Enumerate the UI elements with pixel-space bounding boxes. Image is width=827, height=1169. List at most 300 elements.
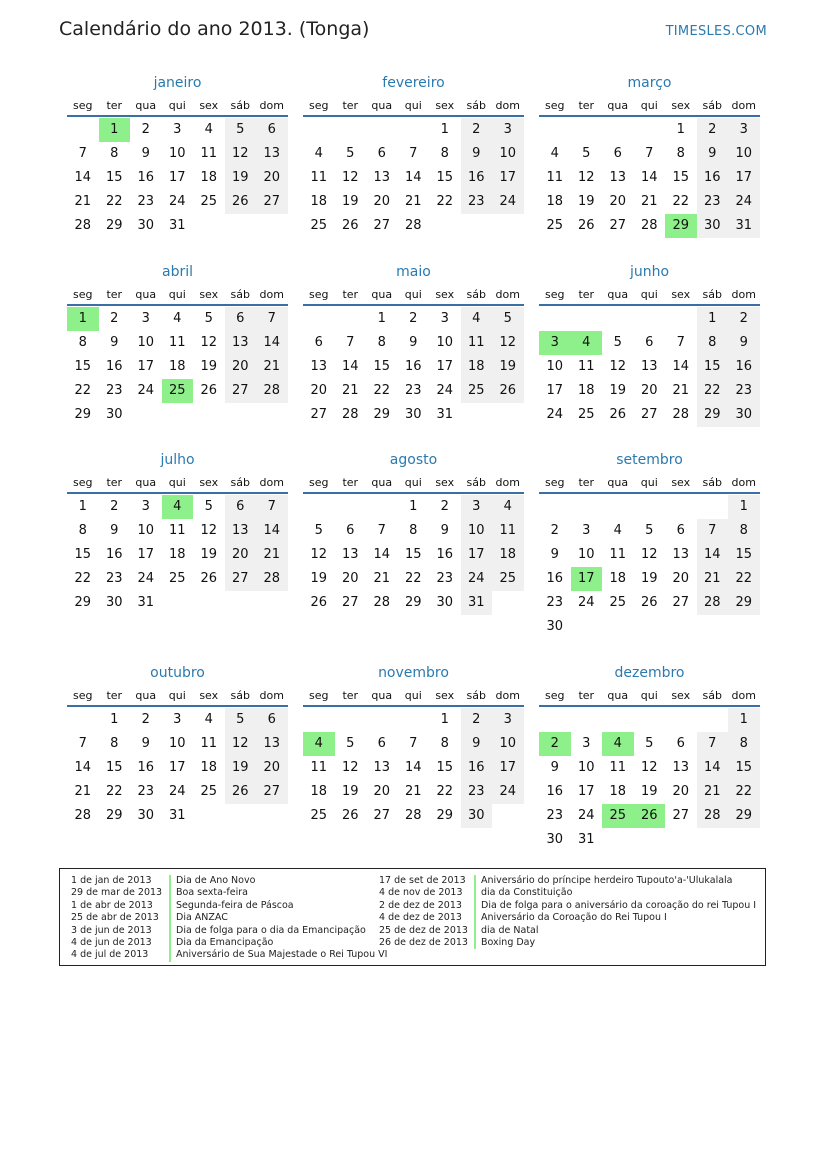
day-cell: 4 [314,146,323,161]
day-cell: 18 [310,784,328,799]
day-cell: 12 [577,170,595,185]
day-cell: 13 [373,170,391,185]
day-cell: 17 [546,383,564,398]
day-cell: 2 [461,118,493,142]
day-cell: 18 [546,194,564,209]
day-cell: 13 [256,142,288,166]
day-cell: 20 [256,166,288,190]
day-cell: 6 [256,118,288,142]
week-row [303,495,524,519]
empty-day-cell [602,495,634,519]
weekday-label: sáb [230,99,250,112]
weekday-label: seg [73,99,93,112]
day-cell: 2 [550,523,559,538]
day-cell: 28 [74,218,92,233]
day-cell: 1 [676,122,685,137]
day-cell: 4 [204,712,213,727]
weekday-label: sex [435,99,455,112]
day-cell: 23 [137,194,155,209]
holiday-name: dia da Constituição [474,887,572,899]
holiday-day-cell: 1 [99,118,131,142]
day-cell: 14 [74,170,92,185]
day-cell: 14 [697,543,729,567]
day-cell: 18 [200,170,218,185]
weekday-label: sáb [230,288,250,301]
empty-day-cell [665,307,697,331]
holiday-date: 25 de abr de 2013 [71,912,159,924]
day-cell: 5 [582,146,591,161]
day-cell: 3 [582,736,591,751]
weekday-label: qua [135,689,157,702]
week-row [539,615,760,639]
day-cell: 24 [137,571,155,586]
week-row [539,166,760,190]
day-cell: 14 [341,359,359,374]
day-cell: 6 [377,146,386,161]
day-cell: 9 [440,523,449,538]
holiday-entry [71,949,387,961]
day-cell: 17 [137,547,155,562]
day-cell: 23 [461,190,493,214]
day-cell: 1 [409,499,418,514]
week-row [303,567,524,591]
week-row [67,780,288,804]
day-cell: 9 [110,335,119,350]
empty-day-cell [303,708,335,732]
day-cell: 22 [728,567,760,591]
empty-day-cell [225,403,257,427]
weekday-label: seg [309,99,329,112]
month-name: março [627,75,672,91]
day-cell: 27 [256,780,288,804]
week-row [303,519,524,543]
holiday-name: Dia de folga para o dia da Emancipação [169,925,366,937]
day-cell: 23 [436,571,454,586]
weekday-label: sex [671,288,691,301]
day-cell: 25 [492,567,524,591]
day-cell: 2 [110,311,119,326]
month-março [539,72,760,238]
holiday-date: 4 de jun de 2013 [71,936,152,948]
day-cell: 1 [697,307,729,331]
holiday-entry [71,937,387,949]
weekday-label: qui [404,476,422,489]
day-cell: 6 [256,708,288,732]
month-abril [67,261,288,427]
day-cell: 12 [640,547,658,562]
week-row [539,331,760,355]
day-cell: 14 [404,170,422,185]
day-cell: 1 [78,499,87,514]
day-cell: 25 [461,379,493,403]
weekday-label: qui [640,288,658,301]
day-cell: 24 [492,190,524,214]
day-cell: 26 [225,190,257,214]
weekday-header [539,96,760,117]
empty-day-cell [602,307,634,331]
week-row [539,828,760,852]
weekday-header [67,285,288,306]
day-cell: 16 [728,355,760,379]
day-cell: 31 [168,808,186,823]
month-julho [67,449,288,615]
day-cell: 6 [377,736,386,751]
weekday-label: ter [342,476,359,489]
holiday-date: 4 de dez de 2013 [379,912,462,924]
day-cell: 17 [461,543,493,567]
day-cell: 20 [225,355,257,379]
day-cell: 20 [373,784,391,799]
day-cell: 2 [440,499,449,514]
day-cell: 12 [225,732,257,756]
weekday-label: dom [495,476,520,489]
day-cell: 28 [74,808,92,823]
weekday-header [67,686,288,707]
holiday-entry [71,887,387,899]
day-cell: 21 [672,383,690,398]
month-janeiro [67,72,288,238]
day-cell: 9 [409,335,418,350]
week-row [539,118,760,142]
day-cell: 27 [256,190,288,214]
day-cell: 5 [645,736,654,751]
week-row [303,732,524,756]
day-cell: 24 [436,383,454,398]
holiday-date: 1 de abr de 2013 [71,899,153,911]
empty-day-cell [697,828,729,852]
day-cell: 3 [492,118,524,142]
day-cell: 29 [373,407,391,422]
day-cell: 7 [377,523,386,538]
day-cell: 29 [105,218,123,233]
weekday-header [303,285,524,306]
weekday-label: sáb [466,689,486,702]
weekday-label: sex [435,288,455,301]
day-cell: 28 [697,804,729,828]
month-outubro [67,662,288,828]
day-cell: 12 [640,760,658,775]
day-cell: 18 [168,359,186,374]
day-cell: 7 [697,519,729,543]
month-agosto [303,449,524,615]
day-cell: 20 [640,383,658,398]
day-cell: 28 [404,808,422,823]
day-cell: 21 [640,194,658,209]
holiday-day-cell: 26 [634,804,666,828]
empty-day-cell [571,118,603,142]
day-cell: 14 [672,359,690,374]
day-cell: 4 [461,307,493,331]
day-cell: 11 [200,736,218,751]
day-cell: 30 [105,407,123,422]
day-cell: 22 [672,194,690,209]
month-name: maio [396,264,431,280]
weekday-label: ter [106,288,123,301]
empty-day-cell [67,708,99,732]
week-row [67,591,288,615]
holiday-name: Aniversário da Coroação do Rei Tupou I [474,912,667,924]
empty-day-cell [697,495,729,519]
day-cell: 24 [577,808,595,823]
day-cell: 25 [577,407,595,422]
day-cell: 18 [609,571,627,586]
weekday-label: qui [640,476,658,489]
day-cell: 14 [697,756,729,780]
day-cell: 30 [404,407,422,422]
day-cell: 4 [492,495,524,519]
day-cell: 29 [74,595,92,610]
holiday-date: 2 de dez de 2013 [379,899,462,911]
day-cell: 19 [640,784,658,799]
day-cell: 16 [137,170,155,185]
day-cell: 15 [74,547,92,562]
weekday-label: sex [671,689,691,702]
weekday-label: dom [259,99,284,112]
holiday-column-right [379,875,756,949]
day-cell: 4 [173,311,182,326]
day-cell: 5 [492,307,524,331]
day-cell: 8 [676,146,685,161]
weekday-label: dom [259,476,284,489]
day-cell: 8 [409,523,418,538]
day-cell: 8 [377,335,386,350]
day-cell: 30 [546,832,564,847]
day-cell: 8 [728,519,760,543]
day-cell: 1 [728,708,760,732]
empty-day-cell [162,403,194,427]
day-cell: 22 [436,194,454,209]
holiday-name: dia de Natal [474,925,539,937]
day-cell: 13 [310,359,328,374]
empty-day-cell [335,708,367,732]
holiday-name: Boa sexta-feira [169,887,248,899]
day-cell: 3 [492,708,524,732]
weekday-header [303,686,524,707]
day-cell: 7 [78,736,87,751]
week-row [539,403,760,427]
empty-day-cell [429,214,461,238]
month-name: dezembro [614,665,685,681]
empty-day-cell [67,118,99,142]
day-cell: 8 [440,736,449,751]
empty-day-cell [602,828,634,852]
day-cell: 28 [697,591,729,615]
week-row [539,214,760,238]
empty-day-cell [665,495,697,519]
day-cell: 11 [168,335,186,350]
weekday-label: sáb [466,476,486,489]
weekday-label: seg [73,476,93,489]
weekday-label: sex [199,99,219,112]
day-cell: 25 [168,571,186,586]
weekday-label: ter [106,476,123,489]
weekday-label: qua [135,288,157,301]
week-row [303,142,524,166]
day-cell: 10 [577,760,595,775]
empty-day-cell [461,214,493,238]
holiday-column-left [71,875,387,962]
empty-day-cell [193,591,225,615]
day-cell: 19 [225,166,257,190]
weekday-header [303,473,524,494]
day-cell: 17 [168,170,186,185]
day-cell: 29 [105,808,123,823]
day-cell: 7 [256,307,288,331]
day-cell: 16 [546,571,564,586]
day-cell: 14 [640,170,658,185]
day-cell: 10 [168,146,186,161]
day-cell: 5 [314,523,323,538]
day-cell: 17 [577,784,595,799]
empty-day-cell [366,708,398,732]
day-cell: 26 [225,780,257,804]
day-cell: 19 [200,547,218,562]
day-cell: 3 [173,712,182,727]
day-cell: 12 [609,359,627,374]
holiday-name: Boxing Day [474,937,535,949]
day-cell: 8 [78,335,87,350]
day-cell: 26 [577,218,595,233]
weekday-header [303,96,524,117]
weekday-label: dom [495,99,520,112]
day-cell: 23 [461,780,493,804]
day-cell: 25 [310,808,328,823]
day-cell: 26 [310,595,328,610]
day-cell: 20 [256,756,288,780]
weekday-label: dom [259,288,284,301]
month-name: janeiro [153,75,202,91]
day-cell: 15 [728,756,760,780]
empty-day-cell [303,307,335,331]
day-cell: 3 [173,122,182,137]
weekday-label: sex [435,476,455,489]
weekday-label: dom [731,288,756,301]
brand-link[interactable]: TIMESLES.COM [665,24,767,39]
day-cell: 13 [640,359,658,374]
day-cell: 16 [546,784,564,799]
empty-day-cell [256,214,288,238]
empty-day-cell [225,591,257,615]
day-cell: 22 [105,784,123,799]
holiday-day-cell: 2 [539,732,571,756]
empty-day-cell [492,214,524,238]
day-cell: 16 [461,166,493,190]
day-cell: 9 [461,142,493,166]
empty-day-cell [162,591,194,615]
weekday-label: sáb [702,288,722,301]
weekday-label: seg [545,476,565,489]
day-cell: 6 [645,335,654,350]
day-cell: 11 [577,359,595,374]
day-cell: 14 [256,519,288,543]
empty-day-cell [571,708,603,732]
day-cell: 19 [577,194,595,209]
day-cell: 28 [672,407,690,422]
weekday-label: ter [342,689,359,702]
day-cell: 5 [225,118,257,142]
holiday-date: 3 de jun de 2013 [71,924,152,936]
holiday-day-cell: 17 [571,567,603,591]
day-cell: 13 [341,547,359,562]
day-cell: 10 [137,523,155,538]
weekday-header [539,473,760,494]
holiday-day-cell: 29 [665,214,697,238]
day-cell: 19 [310,571,328,586]
day-cell: 27 [373,218,391,233]
weekday-label: qua [371,288,393,301]
weekday-label: dom [259,689,284,702]
day-cell: 10 [168,736,186,751]
day-cell: 27 [225,567,257,591]
week-row [539,379,760,403]
empty-day-cell [602,708,634,732]
day-cell: 29 [728,591,760,615]
day-cell: 14 [404,760,422,775]
day-cell: 30 [137,218,155,233]
month-name: julho [160,452,195,468]
day-cell: 6 [346,523,355,538]
week-row [67,804,288,828]
day-cell: 12 [341,170,359,185]
day-cell: 30 [436,595,454,610]
day-cell: 20 [609,194,627,209]
week-row [539,756,760,780]
day-cell: 18 [168,547,186,562]
empty-day-cell [571,615,603,639]
day-cell: 5 [613,335,622,350]
week-row [67,118,288,142]
day-cell: 17 [728,166,760,190]
day-cell: 31 [728,214,760,238]
day-cell: 7 [78,146,87,161]
day-cell: 28 [341,407,359,422]
day-cell: 13 [225,519,257,543]
empty-day-cell [634,708,666,732]
weekday-label: qui [168,288,186,301]
holiday-entry [71,875,387,887]
day-cell: 28 [640,218,658,233]
weekday-label: sáb [466,288,486,301]
empty-day-cell [130,403,162,427]
day-cell: 12 [310,547,328,562]
holiday-day-cell: 25 [602,804,634,828]
weekday-label: ter [578,288,595,301]
weekday-label: ter [106,689,123,702]
day-cell: 8 [110,736,119,751]
day-cell: 12 [492,331,524,355]
empty-day-cell [492,591,524,615]
holiday-entry [379,937,756,949]
day-cell: 24 [168,784,186,799]
day-cell: 11 [168,523,186,538]
day-cell: 31 [461,591,493,615]
day-cell: 17 [492,756,524,780]
week-row [67,379,288,403]
holiday-legend [59,868,766,966]
day-cell: 14 [74,760,92,775]
day-cell: 1 [440,122,449,137]
day-cell: 30 [697,214,729,238]
day-cell: 21 [256,355,288,379]
holiday-date: 1 de jan de 2013 [71,875,152,886]
day-cell: 16 [404,359,422,374]
day-cell: 3 [728,118,760,142]
month-name: novembro [378,665,449,681]
empty-day-cell [335,495,367,519]
day-cell: 10 [137,335,155,350]
day-cell: 2 [461,708,493,732]
day-cell: 23 [728,379,760,403]
